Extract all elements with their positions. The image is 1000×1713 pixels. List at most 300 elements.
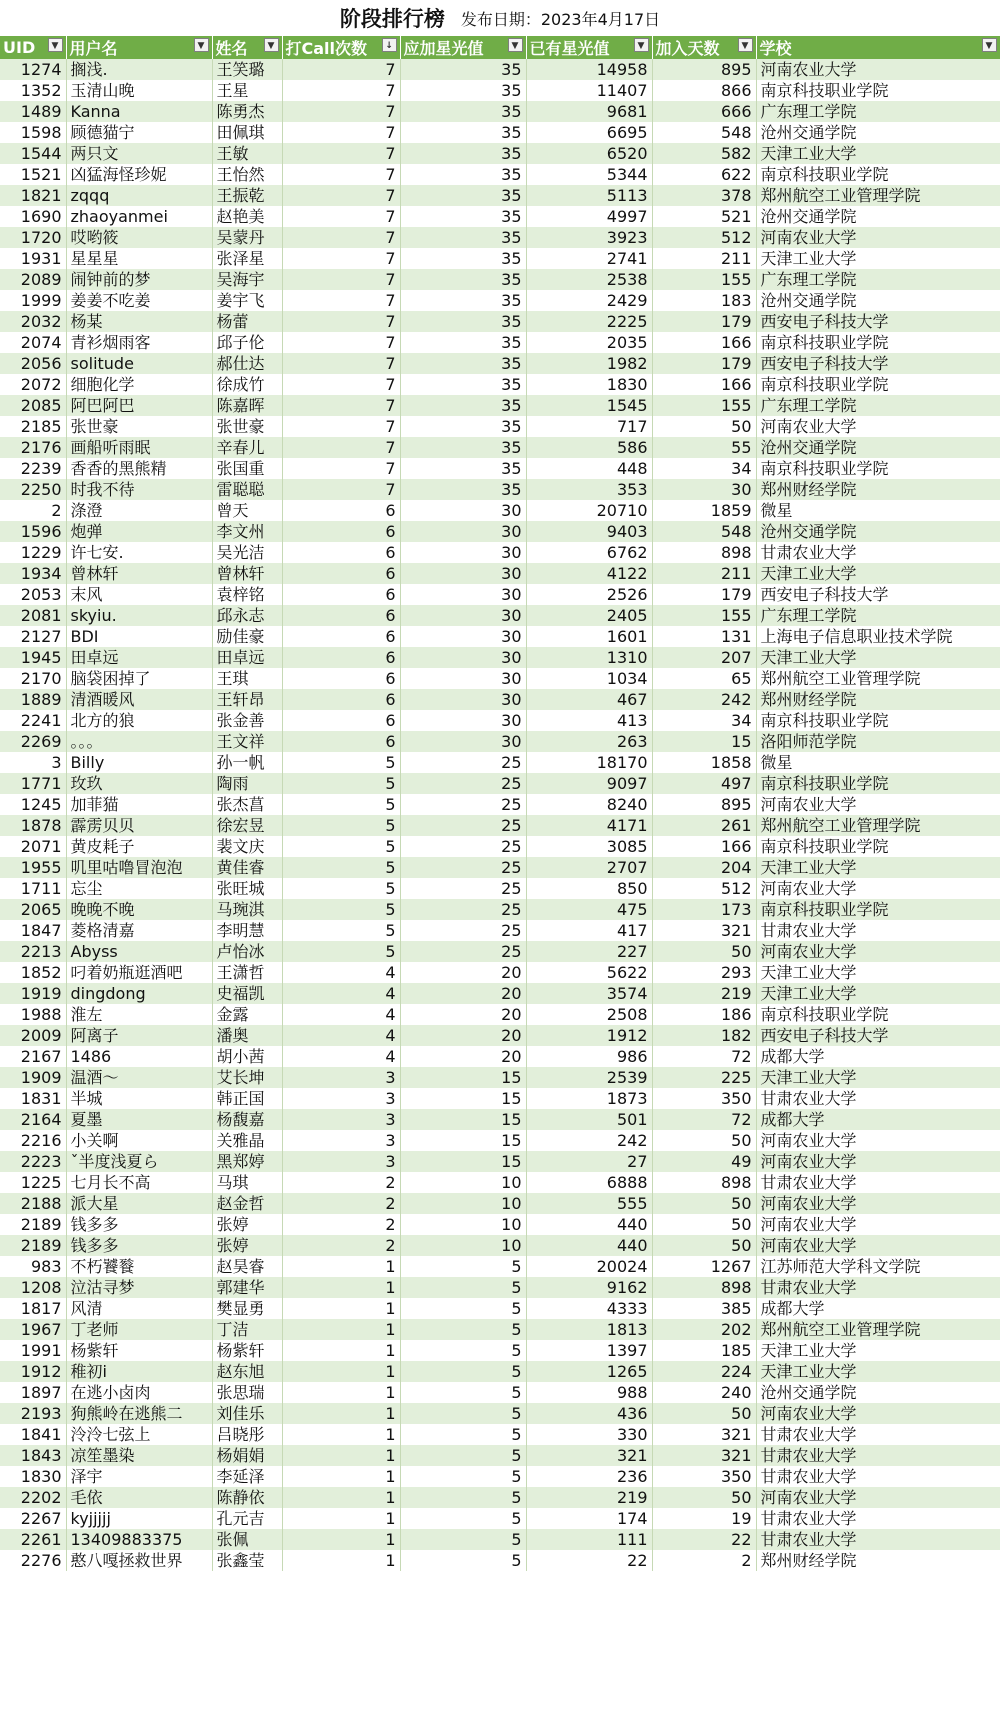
cell-join-days[interactable]: 185	[652, 1340, 756, 1361]
cell-join-days[interactable]: 166	[652, 836, 756, 857]
cell-should-add[interactable]: 25	[400, 836, 526, 857]
cell-uid[interactable]: 2176	[0, 437, 66, 458]
cell-uid[interactable]: 1967	[0, 1319, 66, 1340]
cell-username[interactable]: 哎哟筱	[66, 227, 212, 248]
cell-current-stars[interactable]: 5113	[526, 185, 652, 206]
cell-call-count[interactable]: 7	[282, 437, 400, 458]
cell-username[interactable]: 杨某	[66, 311, 212, 332]
cell-username[interactable]: Billy	[66, 752, 212, 773]
cell-current-stars[interactable]: 555	[526, 1193, 652, 1214]
cell-realname[interactable]: 吴海宇	[212, 269, 282, 290]
cell-call-count[interactable]: 7	[282, 479, 400, 500]
cell-school[interactable]: 郑州航空工业管理学院	[756, 668, 1000, 689]
cell-realname[interactable]: 张旺城	[212, 878, 282, 899]
cell-uid[interactable]: 1889	[0, 689, 66, 710]
cell-call-count[interactable]: 5	[282, 836, 400, 857]
cell-current-stars[interactable]: 22	[526, 1550, 652, 1571]
cell-realname[interactable]: 袁梓铭	[212, 584, 282, 605]
cell-realname[interactable]: 樊显勇	[212, 1298, 282, 1319]
cell-username[interactable]: 玫玖	[66, 773, 212, 794]
cell-school[interactable]: 甘肃农业大学	[756, 1445, 1000, 1466]
cell-call-count[interactable]: 1	[282, 1298, 400, 1319]
cell-join-days[interactable]: 155	[652, 395, 756, 416]
cell-should-add[interactable]: 35	[400, 458, 526, 479]
cell-current-stars[interactable]: 6888	[526, 1172, 652, 1193]
cell-should-add[interactable]: 35	[400, 206, 526, 227]
cell-uid[interactable]: 1225	[0, 1172, 66, 1193]
cell-realname[interactable]: 曾天	[212, 500, 282, 521]
cell-school[interactable]: 天津工业大学	[756, 1067, 1000, 1088]
cell-call-count[interactable]: 1	[282, 1361, 400, 1382]
cell-call-count[interactable]: 5	[282, 773, 400, 794]
cell-current-stars[interactable]: 6762	[526, 542, 652, 563]
cell-realname[interactable]: 张杰菖	[212, 794, 282, 815]
cell-call-count[interactable]: 3	[282, 1151, 400, 1172]
cell-should-add[interactable]: 20	[400, 962, 526, 983]
cell-should-add[interactable]: 35	[400, 164, 526, 185]
cell-username[interactable]: 阿巴阿巴	[66, 395, 212, 416]
cell-call-count[interactable]: 4	[282, 983, 400, 1004]
cell-username[interactable]: 狗熊岭在逃熊二	[66, 1403, 212, 1424]
cell-call-count[interactable]: 7	[282, 290, 400, 311]
dropdown-filter-icon[interactable]: ▼	[508, 38, 523, 52]
cell-school[interactable]: 沧州交通学院	[756, 1382, 1000, 1403]
cell-school[interactable]: 河南农业大学	[756, 1235, 1000, 1256]
cell-current-stars[interactable]: 448	[526, 458, 652, 479]
cell-uid[interactable]: 2216	[0, 1130, 66, 1151]
cell-join-days[interactable]: 155	[652, 605, 756, 626]
cell-username[interactable]: 搁浅.	[66, 59, 212, 80]
cell-join-days[interactable]: 211	[652, 563, 756, 584]
cell-join-days[interactable]: 224	[652, 1361, 756, 1382]
cell-realname[interactable]: 徐宏昱	[212, 815, 282, 836]
cell-school[interactable]: 河南农业大学	[756, 1151, 1000, 1172]
cell-uid[interactable]: 2072	[0, 374, 66, 395]
cell-join-days[interactable]: 55	[652, 437, 756, 458]
cell-username[interactable]: 温酒～	[66, 1067, 212, 1088]
cell-call-count[interactable]: 7	[282, 395, 400, 416]
cell-realname[interactable]: 王琪	[212, 668, 282, 689]
dropdown-filter-icon[interactable]: ▼	[48, 38, 63, 52]
cell-uid[interactable]: 1711	[0, 878, 66, 899]
cell-should-add[interactable]: 30	[400, 605, 526, 626]
cell-current-stars[interactable]: 321	[526, 1445, 652, 1466]
cell-school[interactable]: 河南农业大学	[756, 1130, 1000, 1151]
cell-uid[interactable]: 1720	[0, 227, 66, 248]
cell-username[interactable]: 派大星	[66, 1193, 212, 1214]
cell-current-stars[interactable]: 242	[526, 1130, 652, 1151]
cell-school[interactable]: 南京科技职业学院	[756, 773, 1000, 794]
cell-should-add[interactable]: 35	[400, 479, 526, 500]
cell-username[interactable]: 钱多多	[66, 1235, 212, 1256]
cell-call-count[interactable]: 7	[282, 374, 400, 395]
cell-school[interactable]: 沧州交通学院	[756, 437, 1000, 458]
cell-uid[interactable]: 2085	[0, 395, 66, 416]
cell-uid[interactable]: 2170	[0, 668, 66, 689]
cell-school[interactable]: 天津工业大学	[756, 962, 1000, 983]
cell-username[interactable]: 许七安.	[66, 542, 212, 563]
cell-realname[interactable]: 王敏	[212, 143, 282, 164]
cell-current-stars[interactable]: 20710	[526, 500, 652, 521]
cell-current-stars[interactable]: 1310	[526, 647, 652, 668]
cell-uid[interactable]: 1843	[0, 1445, 66, 1466]
cell-join-days[interactable]: 497	[652, 773, 756, 794]
cell-username[interactable]: 清酒暖风	[66, 689, 212, 710]
cell-username[interactable]: 凶猛海怪珍妮	[66, 164, 212, 185]
cell-join-days[interactable]: 666	[652, 101, 756, 122]
cell-school[interactable]: 南京科技职业学院	[756, 1004, 1000, 1025]
cell-uid[interactable]: 1771	[0, 773, 66, 794]
cell-school[interactable]: 西安电子科技大学	[756, 311, 1000, 332]
cell-call-count[interactable]: 6	[282, 668, 400, 689]
cell-realname[interactable]: 田卓远	[212, 647, 282, 668]
cell-should-add[interactable]: 35	[400, 311, 526, 332]
cell-school[interactable]: 郑州财经学院	[756, 479, 1000, 500]
cell-school[interactable]: 洛阳师范学院	[756, 731, 1000, 752]
cell-realname[interactable]: 姜宇飞	[212, 290, 282, 311]
cell-realname[interactable]: 金露	[212, 1004, 282, 1025]
cell-current-stars[interactable]: 2035	[526, 332, 652, 353]
cell-should-add[interactable]: 35	[400, 122, 526, 143]
cell-should-add[interactable]: 35	[400, 374, 526, 395]
cell-username[interactable]: 时我不待	[66, 479, 212, 500]
cell-school[interactable]: 成都大学	[756, 1046, 1000, 1067]
cell-uid[interactable]: 1934	[0, 563, 66, 584]
cell-call-count[interactable]: 7	[282, 164, 400, 185]
cell-username[interactable]: 末风	[66, 584, 212, 605]
cell-call-count[interactable]: 6	[282, 710, 400, 731]
cell-realname[interactable]: 田佩琪	[212, 122, 282, 143]
cell-uid[interactable]: 1847	[0, 920, 66, 941]
cell-should-add[interactable]: 35	[400, 59, 526, 80]
cell-uid[interactable]: 2189	[0, 1235, 66, 1256]
cell-call-count[interactable]: 5	[282, 752, 400, 773]
cell-school[interactable]: 郑州航空工业管理学院	[756, 185, 1000, 206]
cell-uid[interactable]: 2241	[0, 710, 66, 731]
cell-current-stars[interactable]: 475	[526, 899, 652, 920]
cell-call-count[interactable]: 7	[282, 248, 400, 269]
cell-realname[interactable]: 郭建华	[212, 1277, 282, 1298]
cell-username[interactable]: 泽宇	[66, 1466, 212, 1487]
cell-join-days[interactable]: 30	[652, 479, 756, 500]
cell-realname[interactable]: 赵艳美	[212, 206, 282, 227]
cell-current-stars[interactable]: 20024	[526, 1256, 652, 1277]
cell-call-count[interactable]: 1	[282, 1550, 400, 1571]
dropdown-filter-icon[interactable]: ▼	[738, 38, 753, 52]
cell-realname[interactable]: 雷聪聪	[212, 479, 282, 500]
cell-current-stars[interactable]: 111	[526, 1529, 652, 1550]
cell-school[interactable]: 甘肃农业大学	[756, 1277, 1000, 1298]
cell-join-days[interactable]: 202	[652, 1319, 756, 1340]
cell-current-stars[interactable]: 5622	[526, 962, 652, 983]
cell-uid[interactable]: 2009	[0, 1025, 66, 1046]
cell-call-count[interactable]: 7	[282, 143, 400, 164]
cell-join-days[interactable]: 512	[652, 227, 756, 248]
cell-call-count[interactable]: 5	[282, 899, 400, 920]
cell-realname[interactable]: 张金善	[212, 710, 282, 731]
cell-uid[interactable]: 1878	[0, 815, 66, 836]
cell-uid[interactable]: 1596	[0, 521, 66, 542]
cell-realname[interactable]: 潘奥	[212, 1025, 282, 1046]
cell-current-stars[interactable]: 2508	[526, 1004, 652, 1025]
cell-join-days[interactable]: 2	[652, 1550, 756, 1571]
cell-join-days[interactable]: 49	[652, 1151, 756, 1172]
cell-school[interactable]: 郑州财经学院	[756, 689, 1000, 710]
cell-username[interactable]: zqqq	[66, 185, 212, 206]
cell-realname[interactable]: 王笑璐	[212, 59, 282, 80]
cell-should-add[interactable]: 30	[400, 521, 526, 542]
cell-username[interactable]: 画船听雨眠	[66, 437, 212, 458]
cell-username[interactable]: 小关啊	[66, 1130, 212, 1151]
cell-current-stars[interactable]: 2526	[526, 584, 652, 605]
cell-realname[interactable]: 马琬淇	[212, 899, 282, 920]
cell-school[interactable]: 沧州交通学院	[756, 206, 1000, 227]
cell-username[interactable]: 北方的狼	[66, 710, 212, 731]
cell-should-add[interactable]: 25	[400, 815, 526, 836]
cell-username[interactable]: Kanna	[66, 101, 212, 122]
cell-should-add[interactable]: 30	[400, 500, 526, 521]
cell-should-add[interactable]: 5	[400, 1424, 526, 1445]
cell-realname[interactable]: 杨紫轩	[212, 1340, 282, 1361]
cell-school[interactable]: 广东理工学院	[756, 395, 1000, 416]
cell-join-days[interactable]: 219	[652, 983, 756, 1004]
cell-current-stars[interactable]: 4997	[526, 206, 652, 227]
cell-call-count[interactable]: 7	[282, 416, 400, 437]
cell-realname[interactable]: 黑郑婷	[212, 1151, 282, 1172]
cell-uid[interactable]: 2188	[0, 1193, 66, 1214]
cell-should-add[interactable]: 30	[400, 584, 526, 605]
cell-should-add[interactable]: 5	[400, 1277, 526, 1298]
cell-join-days[interactable]: 204	[652, 857, 756, 878]
cell-username[interactable]: 菱格清嘉	[66, 920, 212, 941]
cell-current-stars[interactable]: 263	[526, 731, 652, 752]
cell-username[interactable]: 细胞化学	[66, 374, 212, 395]
cell-join-days[interactable]: 50	[652, 1214, 756, 1235]
cell-should-add[interactable]: 15	[400, 1067, 526, 1088]
cell-call-count[interactable]: 1	[282, 1403, 400, 1424]
cell-school[interactable]: 河南农业大学	[756, 227, 1000, 248]
cell-username[interactable]: 憨八嘎拯救世界	[66, 1550, 212, 1571]
cell-current-stars[interactable]: 417	[526, 920, 652, 941]
cell-call-count[interactable]: 2	[282, 1214, 400, 1235]
cell-uid[interactable]: 2164	[0, 1109, 66, 1130]
cell-school[interactable]: 甘肃农业大学	[756, 920, 1000, 941]
cell-school[interactable]: 甘肃农业大学	[756, 1424, 1000, 1445]
cell-school[interactable]: 天津工业大学	[756, 1340, 1000, 1361]
cell-current-stars[interactable]: 4171	[526, 815, 652, 836]
cell-current-stars[interactable]: 6520	[526, 143, 652, 164]
cell-join-days[interactable]: 1858	[652, 752, 756, 773]
cell-uid[interactable]: 1991	[0, 1340, 66, 1361]
cell-current-stars[interactable]: 11407	[526, 80, 652, 101]
cell-username[interactable]: 曾林轩	[66, 563, 212, 584]
cell-current-stars[interactable]: 717	[526, 416, 652, 437]
cell-should-add[interactable]: 5	[400, 1340, 526, 1361]
cell-uid[interactable]: 2276	[0, 1550, 66, 1571]
cell-realname[interactable]: 李文州	[212, 521, 282, 542]
cell-join-days[interactable]: 895	[652, 59, 756, 80]
cell-username[interactable]: dingdong	[66, 983, 212, 1004]
cell-should-add[interactable]: 15	[400, 1151, 526, 1172]
cell-uid[interactable]: 2053	[0, 584, 66, 605]
cell-school[interactable]: 河南农业大学	[756, 794, 1000, 815]
cell-school[interactable]: 天津工业大学	[756, 1361, 1000, 1382]
cell-join-days[interactable]: 548	[652, 122, 756, 143]
cell-call-count[interactable]: 2	[282, 1193, 400, 1214]
cell-should-add[interactable]: 20	[400, 1025, 526, 1046]
cell-realname[interactable]: 王怡然	[212, 164, 282, 185]
cell-realname[interactable]: 王文祥	[212, 731, 282, 752]
cell-username[interactable]: 闹钟前的梦	[66, 269, 212, 290]
cell-uid[interactable]: 1821	[0, 185, 66, 206]
cell-school[interactable]: 河南农业大学	[756, 878, 1000, 899]
cell-uid[interactable]: 1489	[0, 101, 66, 122]
cell-call-count[interactable]: 1	[282, 1508, 400, 1529]
cell-uid[interactable]: 1544	[0, 143, 66, 164]
cell-realname[interactable]: 赵昊睿	[212, 1256, 282, 1277]
cell-call-count[interactable]: 1	[282, 1382, 400, 1403]
cell-call-count[interactable]: 4	[282, 1004, 400, 1025]
cell-realname[interactable]: 杨馥嘉	[212, 1109, 282, 1130]
cell-join-days[interactable]: 65	[652, 668, 756, 689]
cell-username[interactable]: zhaoyanmei	[66, 206, 212, 227]
cell-school[interactable]: 河南农业大学	[756, 1193, 1000, 1214]
cell-join-days[interactable]: 50	[652, 1235, 756, 1256]
cell-school[interactable]: 天津工业大学	[756, 857, 1000, 878]
cell-current-stars[interactable]: 6695	[526, 122, 652, 143]
cell-should-add[interactable]: 35	[400, 332, 526, 353]
cell-school[interactable]: 南京科技职业学院	[756, 374, 1000, 395]
cell-uid[interactable]: 2056	[0, 353, 66, 374]
cell-username[interactable]: 青衫烟雨客	[66, 332, 212, 353]
cell-current-stars[interactable]: 1912	[526, 1025, 652, 1046]
cell-school[interactable]: 广东理工学院	[756, 605, 1000, 626]
cell-realname[interactable]: 张鑫莹	[212, 1550, 282, 1571]
cell-school[interactable]: 南京科技职业学院	[756, 710, 1000, 731]
cell-school[interactable]: 天津工业大学	[756, 248, 1000, 269]
cell-username[interactable]: 钱多多	[66, 1214, 212, 1235]
cell-call-count[interactable]: 7	[282, 353, 400, 374]
cell-call-count[interactable]: 6	[282, 584, 400, 605]
cell-call-count[interactable]: 7	[282, 101, 400, 122]
cell-school[interactable]: 广东理工学院	[756, 101, 1000, 122]
cell-realname[interactable]: 赵金哲	[212, 1193, 282, 1214]
cell-current-stars[interactable]: 2225	[526, 311, 652, 332]
cell-call-count[interactable]: 1	[282, 1445, 400, 1466]
cell-current-stars[interactable]: 586	[526, 437, 652, 458]
cell-call-count[interactable]: 7	[282, 227, 400, 248]
cell-username[interactable]: 张世豪	[66, 416, 212, 437]
cell-should-add[interactable]: 5	[400, 1550, 526, 1571]
cell-current-stars[interactable]: 236	[526, 1466, 652, 1487]
cell-realname[interactable]: 曾林轩	[212, 563, 282, 584]
cell-current-stars[interactable]: 501	[526, 1109, 652, 1130]
cell-realname[interactable]: 王轩昂	[212, 689, 282, 710]
cell-realname[interactable]: 杨蕾	[212, 311, 282, 332]
cell-realname[interactable]: 吴光洁	[212, 542, 282, 563]
cell-uid[interactable]: 2202	[0, 1487, 66, 1508]
cell-join-days[interactable]: 34	[652, 458, 756, 479]
cell-realname[interactable]: 辛春儿	[212, 437, 282, 458]
cell-join-days[interactable]: 207	[652, 647, 756, 668]
cell-should-add[interactable]: 5	[400, 1319, 526, 1340]
cell-join-days[interactable]: 179	[652, 353, 756, 374]
cell-should-add[interactable]: 10	[400, 1235, 526, 1256]
cell-username[interactable]: 忘尘	[66, 878, 212, 899]
cell-join-days[interactable]: 898	[652, 542, 756, 563]
dropdown-filter-icon[interactable]: ▼	[264, 38, 279, 52]
cell-realname[interactable]: 赵东旭	[212, 1361, 282, 1382]
cell-username[interactable]: skyiu.	[66, 605, 212, 626]
cell-school[interactable]: 河南农业大学	[756, 941, 1000, 962]
cell-current-stars[interactable]: 2707	[526, 857, 652, 878]
cell-username[interactable]: 星星星	[66, 248, 212, 269]
cell-call-count[interactable]: 7	[282, 122, 400, 143]
cell-should-add[interactable]: 25	[400, 920, 526, 941]
cell-username[interactable]: 霹雳贝贝	[66, 815, 212, 836]
cell-should-add[interactable]: 30	[400, 689, 526, 710]
cell-username[interactable]: 杨紫轩	[66, 1340, 212, 1361]
cell-call-count[interactable]: 3	[282, 1130, 400, 1151]
cell-should-add[interactable]: 25	[400, 899, 526, 920]
cell-current-stars[interactable]: 436	[526, 1403, 652, 1424]
cell-school[interactable]: 天津工业大学	[756, 563, 1000, 584]
cell-call-count[interactable]: 5	[282, 920, 400, 941]
cell-uid[interactable]: 2167	[0, 1046, 66, 1067]
cell-school[interactable]: 沧州交通学院	[756, 521, 1000, 542]
cell-should-add[interactable]: 25	[400, 857, 526, 878]
cell-current-stars[interactable]: 2741	[526, 248, 652, 269]
cell-uid[interactable]: 1521	[0, 164, 66, 185]
cell-call-count[interactable]: 1	[282, 1466, 400, 1487]
cell-call-count[interactable]: 2	[282, 1235, 400, 1256]
cell-uid[interactable]: 2250	[0, 479, 66, 500]
cell-uid[interactable]: 2239	[0, 458, 66, 479]
cell-username[interactable]: kyjjjjj	[66, 1508, 212, 1529]
cell-username[interactable]: 泠泠七弦上	[66, 1424, 212, 1445]
cell-should-add[interactable]: 5	[400, 1466, 526, 1487]
cell-realname[interactable]: 卢怡冰	[212, 941, 282, 962]
cell-school[interactable]: 甘肃农业大学	[756, 1088, 1000, 1109]
cell-should-add[interactable]: 25	[400, 773, 526, 794]
cell-join-days[interactable]: 866	[652, 80, 756, 101]
cell-call-count[interactable]: 2	[282, 1172, 400, 1193]
cell-join-days[interactable]: 183	[652, 290, 756, 311]
cell-realname[interactable]: 艾长坤	[212, 1067, 282, 1088]
cell-uid[interactable]: 1999	[0, 290, 66, 311]
cell-school[interactable]: 微星	[756, 752, 1000, 773]
cell-realname[interactable]: 张泽星	[212, 248, 282, 269]
cell-current-stars[interactable]: 440	[526, 1214, 652, 1235]
cell-current-stars[interactable]: 2405	[526, 605, 652, 626]
cell-username[interactable]: 叽里咕噜冒泡泡	[66, 857, 212, 878]
cell-realname[interactable]: 吴蒙丹	[212, 227, 282, 248]
cell-realname[interactable]: 徐成竹	[212, 374, 282, 395]
cell-realname[interactable]: 张婷	[212, 1235, 282, 1256]
cell-join-days[interactable]: 50	[652, 1130, 756, 1151]
cell-username[interactable]: 风清	[66, 1298, 212, 1319]
cell-call-count[interactable]: 7	[282, 59, 400, 80]
cell-should-add[interactable]: 30	[400, 647, 526, 668]
cell-call-count[interactable]: 3	[282, 1109, 400, 1130]
cell-realname[interactable]: 史福凯	[212, 983, 282, 1004]
cell-realname[interactable]: 陈嘉晖	[212, 395, 282, 416]
cell-current-stars[interactable]: 27	[526, 1151, 652, 1172]
cell-uid[interactable]: 2213	[0, 941, 66, 962]
cell-should-add[interactable]: 35	[400, 416, 526, 437]
cell-uid[interactable]: 983	[0, 1256, 66, 1277]
cell-username[interactable]: 。。。	[66, 731, 212, 752]
